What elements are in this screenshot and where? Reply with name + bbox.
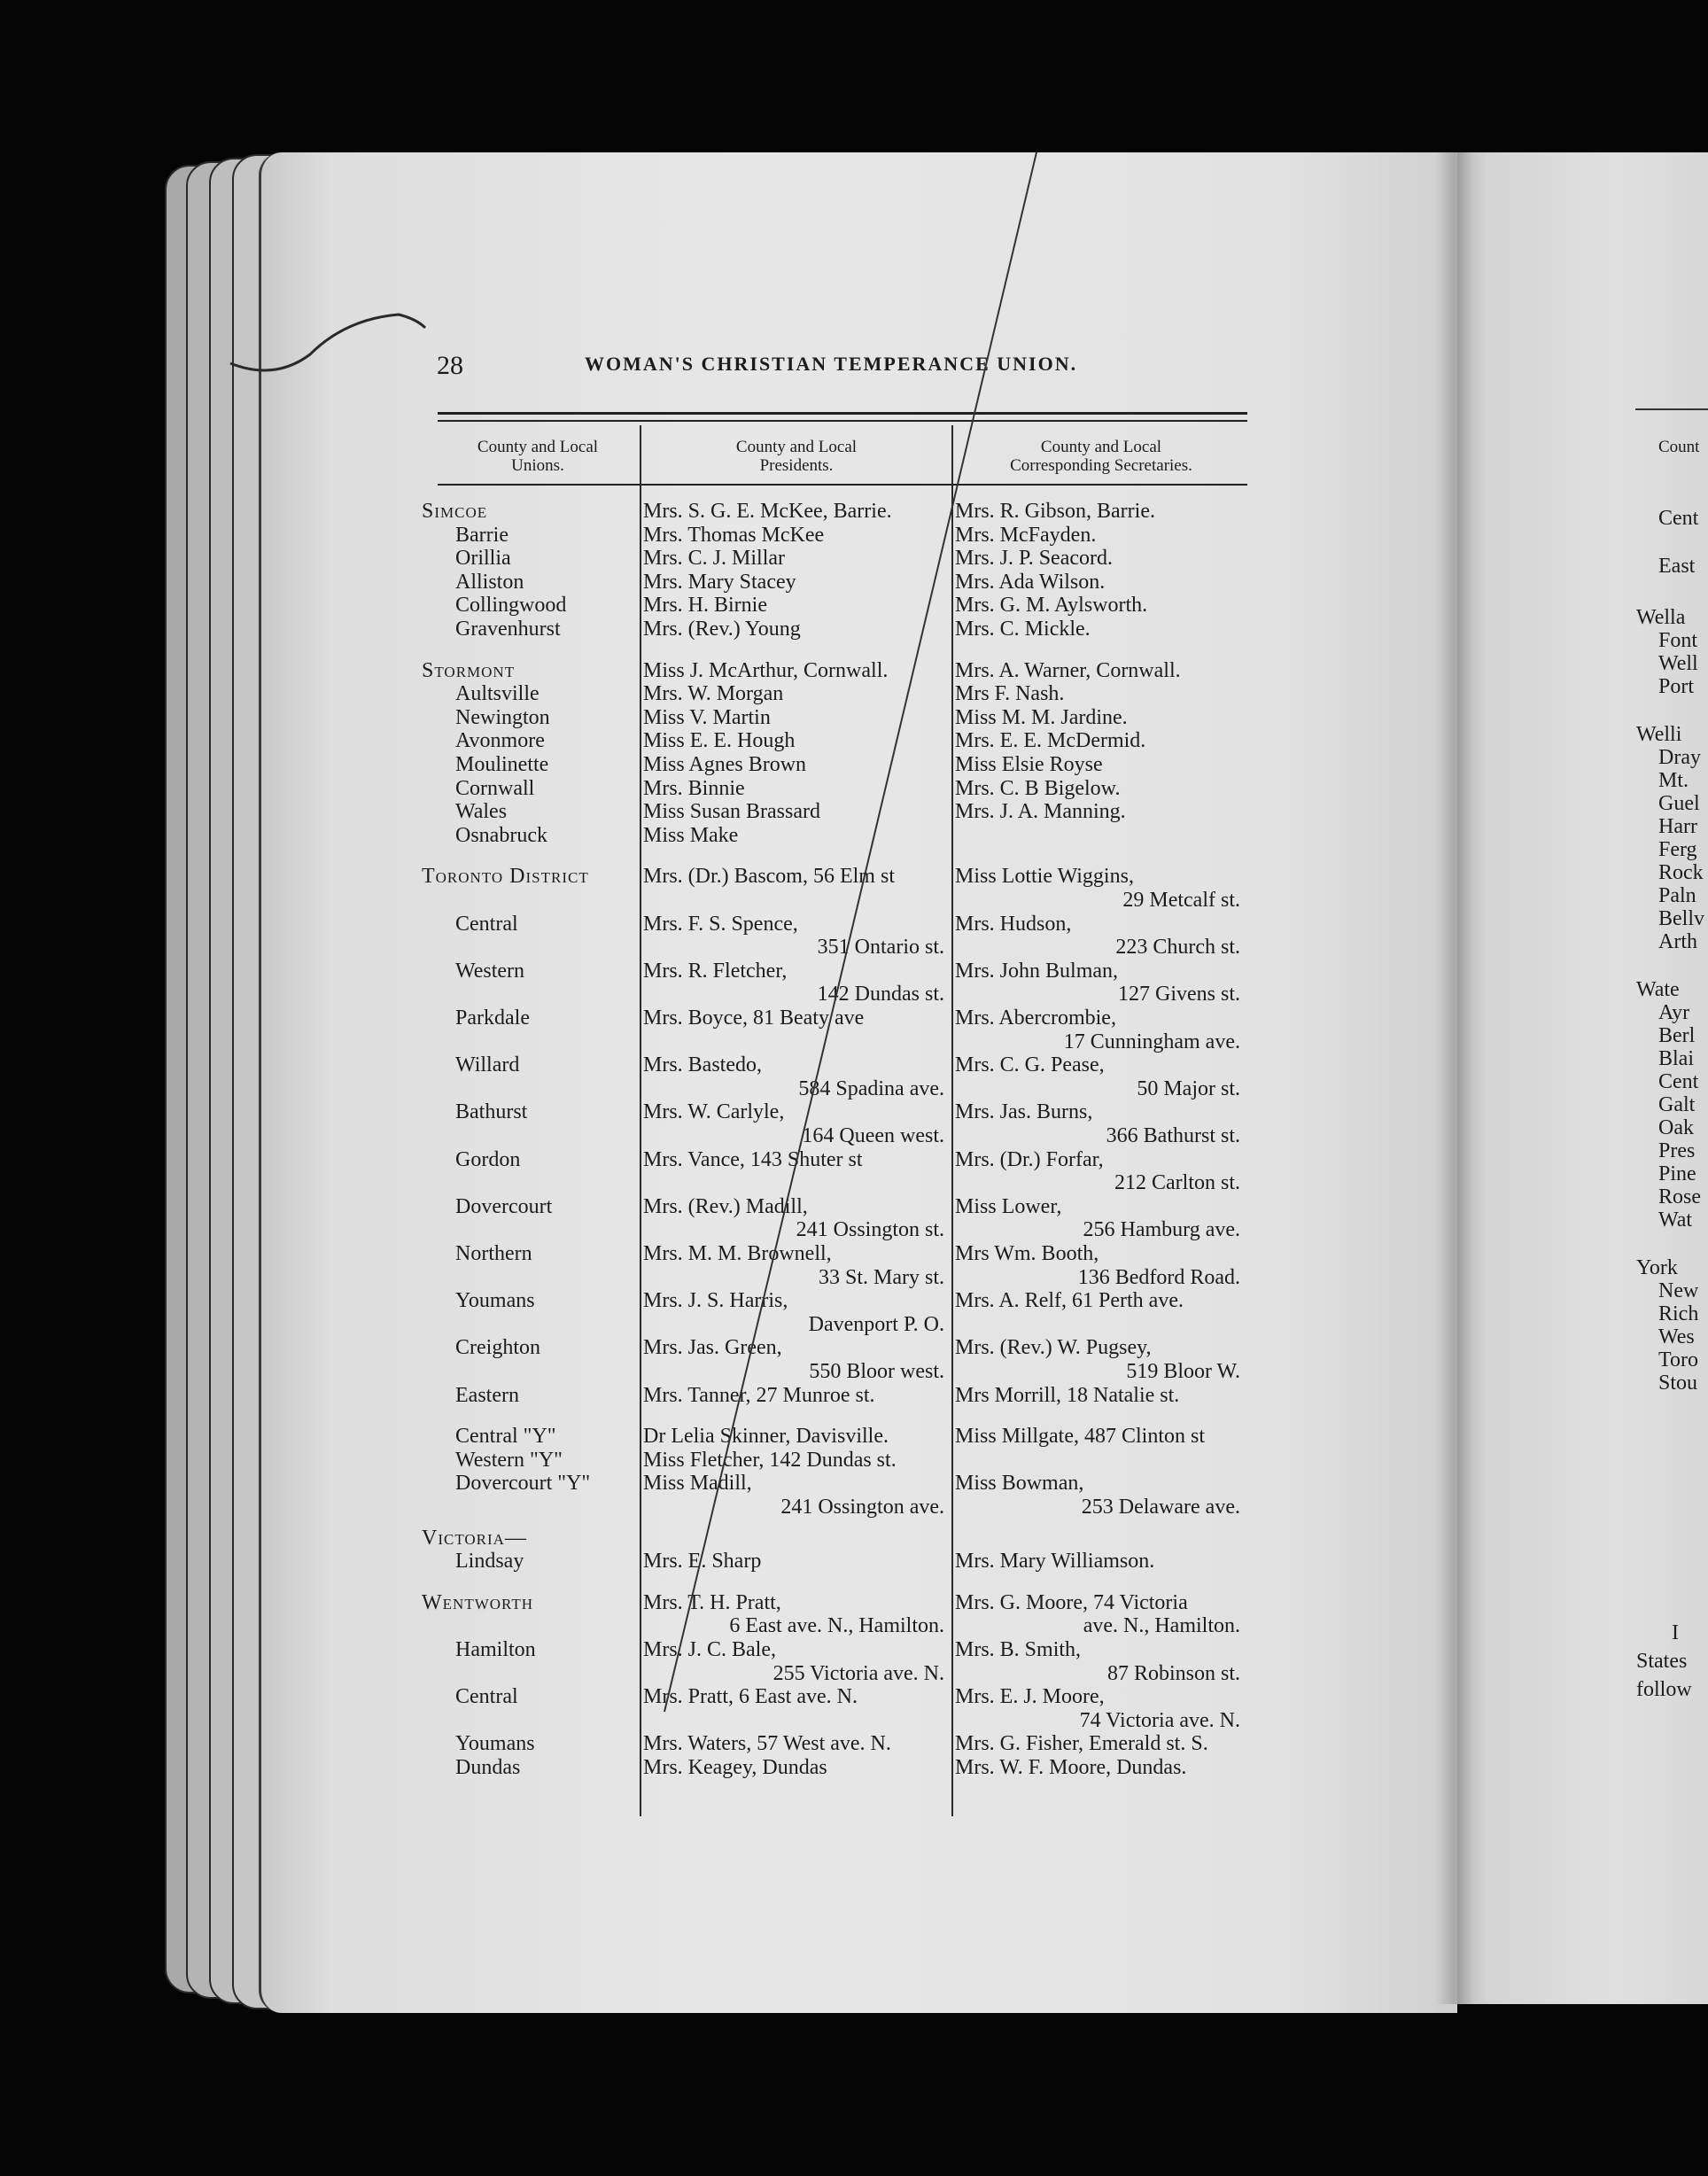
facing-local-name: Wes (1658, 1325, 1695, 1348)
facing-local-name: Stou (1658, 1372, 1698, 1395)
president-name: Miss Madill, (643, 1472, 752, 1496)
facing-local-name: Rich (1658, 1302, 1699, 1325)
local-union-name: Western "Y" (455, 1448, 563, 1472)
president-name: Mrs. M. M. Brownell, (643, 1242, 832, 1265)
secretary-name: Mrs Morrill, 18 Natalie st. (955, 1383, 1180, 1407)
secretary-address: ave. N., Hamilton. (1083, 1614, 1240, 1638)
local-union-name: Hamilton (455, 1638, 536, 1661)
president-name: Miss Agnes Brown (643, 753, 807, 776)
local-union-name: Central (455, 912, 518, 936)
secretary-address: 253 Delaware ave. (1081, 1496, 1240, 1519)
facing-county-name: Wella (1636, 606, 1686, 629)
facing-local-name: Well (1658, 652, 1698, 675)
facing-local-name: Wat (1658, 1208, 1693, 1232)
facing-local-name: Rose (1658, 1185, 1701, 1208)
facing-column-header: Count (1658, 438, 1700, 456)
local-union-name: Northern (455, 1242, 532, 1265)
secretary-address: 136 Bedford Road. (1077, 1265, 1240, 1289)
president-name: Mrs. Jas. Green, (643, 1336, 782, 1360)
secretary-address: 519 Bloor W. (1126, 1360, 1240, 1383)
facing-rule (1635, 408, 1708, 410)
president-address: 255 Victoria ave. N. (772, 1661, 944, 1685)
local-union-name: Collingwood (455, 594, 567, 618)
column-header-presidents: County and Local Presidents. (735, 438, 858, 475)
local-union-name: Aultsville (455, 682, 540, 706)
facing-local-name: Guel (1658, 792, 1700, 815)
county-union-name: Wentworth (422, 1590, 533, 1614)
local-union-name: Wales (455, 800, 508, 824)
president-name: Miss Susan Brassard (643, 800, 821, 824)
president-name: Mrs. E. Sharp (643, 1550, 762, 1574)
facing-local-name: Mt. (1658, 769, 1689, 792)
facing-local-name: New (1658, 1279, 1699, 1302)
president-name: Miss V. Martin (643, 705, 771, 729)
president-name: Mrs. Bastedo, (643, 1053, 762, 1077)
secretary-address: 87 Robinson st. (1106, 1661, 1240, 1685)
secretary-name: Mrs. E. E. McDermid. (955, 729, 1146, 753)
facing-local-name: Pine (1658, 1162, 1696, 1185)
president-name: Mrs. Waters, 57 West ave. N. (643, 1732, 891, 1756)
local-union-name: Bathurst (455, 1100, 528, 1124)
secretary-name: Mrs. (Dr.) Forfar, (955, 1147, 1104, 1171)
president-name: Mrs. Keagey, Dundas (643, 1756, 827, 1779)
facing-local-name: Harr (1658, 815, 1697, 838)
president-name: Mrs. Binnie (643, 776, 745, 800)
president-name: Mrs. (Rev.) Madill, (643, 1194, 808, 1218)
facing-local-name: East (1658, 555, 1696, 578)
local-union-name: Dovercourt "Y" (455, 1472, 591, 1496)
president-address: 33 St. Mary st. (818, 1265, 944, 1289)
facing-county-name: Wate (1636, 978, 1680, 1001)
facing-text: follow (1636, 1678, 1692, 1701)
president-address: 164 Queen west. (802, 1124, 944, 1147)
local-union-name: Eastern (455, 1383, 519, 1407)
local-union-name: Dovercourt (455, 1194, 553, 1218)
secretary-name: Mrs. Ada Wilson. (955, 570, 1106, 594)
president-address: 584 Spadina ave. (798, 1076, 944, 1100)
president-name: Mrs. Mary Stacey (643, 570, 796, 594)
president-name: Mrs. S. G. E. McKee, Barrie. (643, 500, 892, 523)
president-name: Mrs. (Dr.) Bascom, 56 Elm st (643, 865, 895, 889)
president-name: Mrs. W. Morgan (643, 682, 784, 706)
president-address: 351 Ontario st. (817, 936, 944, 960)
local-union-name: Gravenhurst (455, 618, 561, 641)
local-union-name: Willard (455, 1053, 520, 1077)
facing-local-name: Port (1658, 675, 1695, 698)
secretary-name: Mrs. C. G. Pease, (955, 1053, 1105, 1077)
president-name: Mrs. W. Carlyle, (643, 1100, 785, 1124)
secretary-name: Mrs. E. J. Moore, (955, 1685, 1105, 1709)
local-union-name: Osnabruck (455, 823, 547, 847)
running-head: WOMAN'S CHRISTIAN TEMPERANCE UNION. (585, 353, 1078, 375)
president-name: Mrs. F. S. Spence, (643, 912, 798, 936)
secretary-address: 256 Hamburg ave. (1083, 1218, 1240, 1242)
facing-local-name: Font (1658, 629, 1698, 652)
secretary-name: Miss Lower, (955, 1194, 1062, 1218)
secretary-name: Mrs Wm. Booth, (955, 1242, 1099, 1265)
president-name: Mrs. Tanner, 27 Munroe st. (643, 1383, 875, 1407)
facing-local-name: Toro (1658, 1348, 1698, 1372)
facing-local-name: Berl (1658, 1024, 1696, 1047)
president-address: 241 Ossington ave. (780, 1496, 944, 1519)
facing-local-name: Dray (1658, 746, 1701, 769)
county-union-name: Victoria— (422, 1526, 527, 1550)
secretary-address: 50 Major st. (1137, 1076, 1240, 1100)
facing-local-name: Bellv (1658, 907, 1704, 930)
president-name: Miss J. McArthur, Cornwall. (643, 658, 889, 682)
secretary-name: Mrs. Hudson, (955, 912, 1072, 936)
secretary-name: Mrs F. Nash. (955, 682, 1065, 706)
local-union-name: Central "Y" (455, 1425, 556, 1449)
facing-local-name: Oak (1658, 1116, 1694, 1139)
secretary-name: Mrs. Mary Williamson. (955, 1550, 1155, 1574)
president-name: Miss Fletcher, 142 Dundas st. (643, 1448, 897, 1472)
secretary-name: Mrs. G. Moore, 74 Victoria (955, 1590, 1188, 1614)
president-address: Davenport P. O. (808, 1312, 944, 1336)
president-name: Mrs. R. Fletcher, (643, 959, 788, 983)
secretary-address: 223 Church st. (1115, 936, 1240, 960)
secretary-name: Mrs. G. M. Aylsworth. (955, 594, 1148, 618)
president-address: 241 Ossington st. (796, 1218, 944, 1242)
local-union-name: Alliston (455, 570, 524, 594)
local-union-name: Gordon (455, 1147, 521, 1171)
facing-local-name: Pres (1658, 1139, 1696, 1162)
facing-local-name: Galt (1658, 1093, 1696, 1116)
local-union-name: Youmans (455, 1732, 535, 1756)
secretary-name: Mrs. (Rev.) W. Pugsey, (955, 1336, 1152, 1360)
secretary-name: Mrs. A. Warner, Cornwall. (955, 658, 1181, 682)
facing-local-name: Paln (1658, 884, 1696, 907)
facing-county-name: York (1636, 1256, 1678, 1279)
secretary-address: 127 Givens st. (1118, 983, 1240, 1006)
local-union-name: Cornwall (455, 776, 535, 800)
president-name: Mrs. J. C. Bale, (643, 1638, 776, 1661)
president-name: Mrs. C. J. Millar (643, 547, 786, 571)
pencil-scribble (221, 292, 434, 390)
local-union-name: Orillia (455, 547, 511, 571)
facing-page-text (1455, 152, 1708, 2004)
county-union-name: Simcoe (422, 500, 488, 523)
president-name: Mrs. J. S. Harris, (643, 1289, 788, 1313)
president-name: Mrs. Boyce, 81 Beaty ave (643, 1006, 865, 1030)
secretary-address: 212 Carlton st. (1114, 1171, 1240, 1195)
secretary-name: Mrs. J. P. Seacord. (955, 547, 1113, 571)
local-union-name: Western (455, 959, 525, 983)
secretary-name: Mrs. J. A. Manning. (955, 800, 1126, 824)
facing-county-name: Welli (1636, 723, 1682, 746)
facing-text: States (1636, 1650, 1688, 1673)
president-name: Mrs. H. Birnie (643, 594, 767, 618)
secretary-name: Miss M. M. Jardine. (955, 705, 1128, 729)
column-header-unions: County and Local Unions. (477, 438, 599, 475)
secretary-name: Mrs. Jas. Burns, (955, 1100, 1093, 1124)
president-name: Mrs. (Rev.) Young (643, 618, 801, 641)
local-union-name: Lindsay (455, 1550, 524, 1574)
secretary-name: Mrs. A. Relf, 61 Perth ave. (955, 1289, 1184, 1313)
secretary-address: 74 Victoria ave. N. (1079, 1708, 1240, 1732)
president-address: 6 East ave. N., Hamilton. (729, 1614, 944, 1638)
county-union-name: Toronto District (422, 865, 589, 889)
president-name: Dr Lelia Skinner, Davisville. (643, 1425, 889, 1449)
local-union-name: Central (455, 1685, 518, 1709)
secretary-name: Mrs. W. F. Moore, Dundas. (955, 1756, 1187, 1779)
local-union-name: Moulinette (455, 753, 549, 776)
facing-text: I (1672, 1621, 1679, 1644)
secretary-address: 17 Cunningham ave. (1063, 1030, 1240, 1053)
secretary-name: Miss Millgate, 487 Clinton st (955, 1425, 1206, 1449)
secretary-name: Mrs. B. Smith, (955, 1638, 1082, 1661)
facing-local-name: Rock (1658, 861, 1704, 884)
secretary-address: 366 Bathurst st. (1106, 1124, 1240, 1147)
page-number: 28 (437, 351, 463, 380)
facing-local-name: Cent (1658, 507, 1699, 530)
secretary-name: Miss Bowman, (955, 1472, 1084, 1496)
column-header-secretaries: County and Local Corresponding Secretaries. (1010, 438, 1192, 475)
local-union-name: Youmans (455, 1289, 535, 1313)
secretary-address: 29 Metcalf st. (1122, 889, 1240, 912)
secretary-name: Mrs. McFayden. (955, 523, 1097, 547)
facing-local-name: Blai (1658, 1047, 1694, 1070)
president-address: 142 Dundas st. (817, 983, 944, 1006)
facing-local-name: Arth (1658, 930, 1697, 953)
facing-local-name: Ferg (1658, 838, 1697, 861)
local-union-name: Barrie (455, 523, 509, 547)
local-union-name: Dundas (455, 1756, 521, 1779)
president-name: Miss E. E. Hough (643, 729, 796, 753)
facing-local-name: Cent (1658, 1070, 1699, 1093)
county-union-name: Stormont (422, 658, 516, 682)
president-name: Mrs. Pratt, 6 East ave. N. (643, 1685, 858, 1709)
president-name: Miss Make (643, 823, 739, 847)
secretary-name: Mrs. C. Mickle. (955, 618, 1091, 641)
secretary-name: Mrs. C. B Bigelow. (955, 776, 1121, 800)
pencil-line (611, 152, 1072, 1747)
president-name: Mrs. Vance, 143 Shuter st (643, 1147, 863, 1171)
local-union-name: Newington (455, 705, 550, 729)
secretary-name: Mrs. John Bulman, (955, 959, 1119, 983)
secretary-name: Miss Elsie Royse (955, 753, 1103, 776)
secretary-name: Mrs. R. Gibson, Barrie. (955, 500, 1155, 523)
secretary-name: Miss Lottie Wiggins, (955, 865, 1134, 889)
president-address: 550 Bloor west. (809, 1360, 944, 1383)
president-name: Mrs. T. H. Pratt, (643, 1590, 781, 1614)
president-name: Mrs. Thomas McKee (643, 523, 825, 547)
local-union-name: Creighton (455, 1336, 540, 1360)
secretary-name: Mrs. G. Fisher, Emerald st. S. (955, 1732, 1208, 1756)
secretary-name: Mrs. Abercrombie, (955, 1006, 1116, 1030)
facing-local-name: Ayr (1658, 1001, 1690, 1024)
local-union-name: Parkdale (455, 1006, 530, 1030)
local-union-name: Avonmore (455, 729, 545, 753)
